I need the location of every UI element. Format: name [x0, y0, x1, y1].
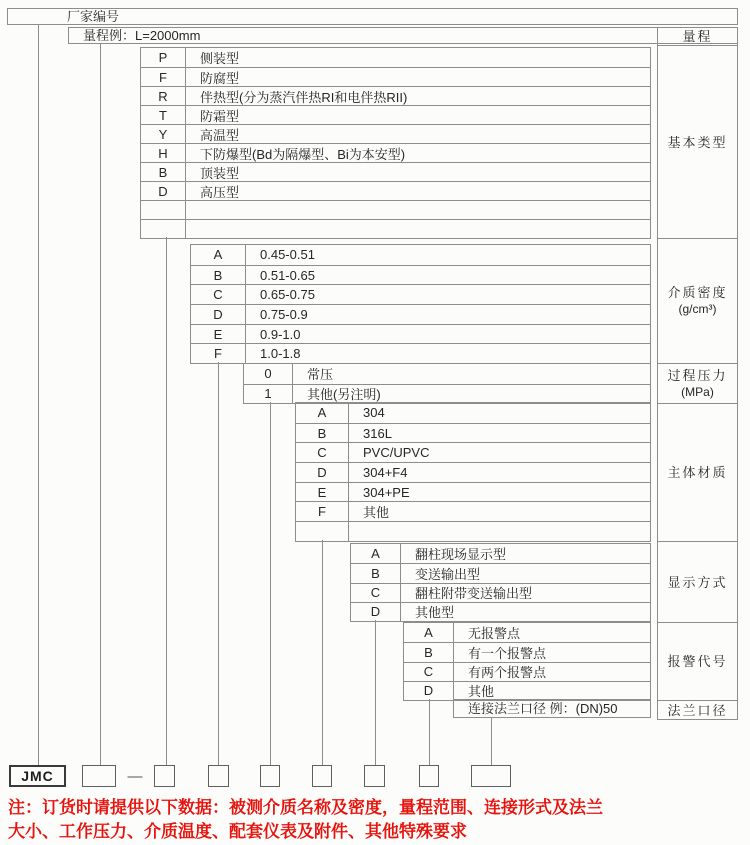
- code-cell: D: [404, 682, 454, 700]
- label-text: 介质密度: [667, 285, 728, 300]
- code-box-display: [364, 765, 385, 787]
- table-row: [404, 681, 650, 700]
- code-cell: B: [191, 266, 246, 285]
- code-cell: A: [296, 403, 349, 423]
- code-cell: [141, 201, 186, 219]
- table-row: [141, 219, 650, 238]
- desc-cell: 伴热型(分为蒸汽伴热RI和电伴热RII): [200, 89, 408, 105]
- table-row: [351, 602, 650, 621]
- table-row: [191, 265, 650, 285]
- table-row: [191, 304, 650, 324]
- table-row: [191, 324, 650, 344]
- connector-line-manufacturer: [38, 25, 39, 765]
- desc-cell: 变送输出型: [415, 566, 481, 582]
- table-row: [141, 67, 650, 86]
- code-cell: 1: [244, 385, 293, 404]
- desc-cell: 316L: [363, 425, 392, 441]
- desc-cell: 0.51-0.65: [260, 267, 315, 283]
- connector-line-display: [375, 620, 376, 765]
- model-prefix-box: [9, 765, 66, 787]
- label-text: 基本类型: [667, 134, 728, 150]
- label-display-mode: [658, 541, 737, 622]
- table-row: [296, 462, 650, 482]
- ordering-note-line1: 注：订货时请提供以下数据：被测介质名称及密度，量程范围、连接形式及法兰: [8, 798, 603, 817]
- material-table: [295, 402, 651, 542]
- desc-cell: 0.45-0.51: [260, 247, 315, 263]
- connector-line-material: [322, 540, 323, 765]
- table-row: [296, 442, 650, 462]
- code-cell: Y: [141, 125, 186, 143]
- code-cell: [296, 522, 349, 541]
- table-row: [296, 482, 650, 502]
- model-prefix-text: JMC: [21, 768, 54, 784]
- connector-line-pressure: [270, 402, 271, 765]
- label-range: [658, 28, 737, 45]
- table-row: [141, 143, 650, 162]
- desc-cell: 翻柱现场显示型: [415, 547, 507, 563]
- code-box-density: [208, 765, 229, 787]
- connector-line-flange: [491, 718, 492, 765]
- label-text: 报警代号: [667, 654, 728, 669]
- table-row: [296, 501, 650, 521]
- label-text: 量程: [682, 29, 713, 44]
- code-cell: D: [296, 463, 349, 482]
- code-cell: D: [351, 603, 401, 621]
- table-row: [191, 284, 650, 304]
- table-row: [351, 583, 650, 602]
- connector-line-range: [100, 44, 101, 765]
- desc-cell: PVC/UPVC: [363, 445, 430, 461]
- desc-cell: 无报警点: [468, 626, 521, 642]
- code-box-alarm: [419, 765, 439, 787]
- label-pressure: [658, 363, 737, 403]
- desc-cell: 304+PE: [363, 484, 410, 500]
- connector-line-density: [218, 362, 219, 765]
- desc-cell: 其他型: [415, 605, 455, 621]
- label-subtext: (MPa): [681, 384, 714, 399]
- label-text: 显示方式: [667, 574, 728, 590]
- desc-cell: 其他: [363, 505, 390, 521]
- flange-size-row: [453, 699, 651, 718]
- desc-cell: 0.75-0.9: [260, 306, 308, 322]
- code-box-pressure: [260, 765, 280, 787]
- ordering-note-line2: 大小、工作压力、介质温度、配套仪表及附件、其他特殊要求: [8, 822, 467, 841]
- code-cell: T: [141, 106, 186, 124]
- code-cell: P: [141, 48, 186, 67]
- code-cell: F: [191, 344, 246, 363]
- desc-cell: 其他(另注明): [307, 387, 381, 403]
- label-basic-type: [658, 45, 737, 238]
- desc-cell: 常压: [307, 367, 334, 383]
- code-cell: F: [296, 502, 349, 521]
- table-row: [141, 181, 650, 200]
- label-subtext: (g/cm³): [678, 302, 717, 316]
- basic-type-table: [140, 47, 651, 239]
- code-cell: E: [191, 325, 246, 344]
- label-density: [658, 238, 737, 363]
- code-cell: E: [296, 483, 349, 502]
- desc-cell: 翻柱附带变送输出型: [415, 586, 533, 602]
- table-row: [404, 662, 650, 681]
- code-cell: B: [296, 424, 349, 443]
- label-text: 主体材质: [667, 465, 728, 480]
- table-row: [141, 86, 650, 105]
- code-cell: C: [296, 443, 349, 462]
- table-row: [296, 423, 650, 443]
- table-row: [141, 162, 650, 181]
- desc-cell: 侧装型: [200, 51, 240, 66]
- model-separator: [118, 765, 152, 787]
- desc-cell: 0.9-1.0: [260, 326, 301, 342]
- desc-cell: 高温型: [200, 127, 240, 143]
- table-row: [141, 200, 650, 219]
- section-label-column: [657, 27, 738, 720]
- table-row: [141, 48, 650, 67]
- code-cell: R: [141, 87, 186, 105]
- code-cell: B: [351, 564, 401, 582]
- manufacturer-number-box: [7, 8, 738, 25]
- label-alarm-code: [658, 622, 737, 700]
- table-row: [191, 343, 650, 363]
- ordering-note: [8, 796, 744, 844]
- code-cell: C: [404, 663, 454, 681]
- desc-cell: 有两个报警点: [468, 665, 547, 681]
- desc-cell: 304+F4: [363, 464, 408, 480]
- code-box-material: [312, 765, 332, 787]
- table-row: [244, 384, 650, 404]
- connector-line-alarm: [429, 699, 430, 765]
- code-cell: C: [351, 584, 401, 602]
- desc-cell: 1.0-1.8: [260, 346, 301, 362]
- table-row: [351, 544, 650, 563]
- code-cell: B: [404, 643, 454, 661]
- label-text: 过程压力: [667, 367, 728, 383]
- desc-cell: 下防爆型(Bd为隔爆型、Bi为本安型): [200, 146, 406, 162]
- desc-cell: 顶装型: [200, 165, 240, 181]
- desc-cell: 防霜型: [200, 108, 240, 124]
- code-box-basic-type: [154, 765, 175, 787]
- code-cell: 0: [244, 364, 293, 384]
- code-cell: H: [141, 144, 186, 162]
- desc-cell: 其他: [468, 684, 495, 700]
- label-text: 法兰口径: [667, 702, 728, 718]
- code-cell: D: [141, 182, 186, 200]
- table-row: [404, 642, 650, 661]
- desc-cell: 有一个报警点: [468, 645, 547, 661]
- code-cell: C: [191, 285, 246, 304]
- code-box-range: [82, 765, 116, 787]
- separator-text: —: [127, 767, 143, 785]
- table-row: [404, 623, 650, 642]
- label-flange-size: [658, 700, 737, 719]
- flange-size-text: 连接法兰口径 例：(DN)50: [468, 701, 618, 716]
- table-row: [141, 124, 650, 143]
- table-row: [244, 364, 650, 384]
- table-row: [191, 245, 650, 265]
- desc-cell: 防腐型: [200, 70, 240, 86]
- table-row: [296, 521, 650, 541]
- connector-line-basic-type: [166, 237, 167, 765]
- code-box-flange: [471, 765, 511, 787]
- display-mode-table: [350, 543, 651, 622]
- code-cell: F: [141, 68, 186, 86]
- desc-cell: 高压型: [200, 184, 240, 200]
- code-cell: A: [191, 245, 246, 265]
- pressure-table: [243, 363, 651, 404]
- table-row: [296, 403, 650, 423]
- density-table: [190, 244, 651, 364]
- code-cell: A: [351, 544, 401, 563]
- code-cell: B: [141, 163, 186, 181]
- manufacturer-number-label: 厂家编号: [67, 9, 120, 24]
- range-example-label: 量程例：L=2000mm: [83, 28, 201, 43]
- desc-cell: 304: [363, 405, 385, 421]
- code-cell: [141, 220, 186, 238]
- desc-cell: 0.65-0.75: [260, 287, 315, 303]
- range-example-box: [68, 27, 738, 44]
- alarm-code-table: [403, 622, 651, 701]
- code-cell: D: [191, 305, 246, 324]
- code-cell: A: [404, 623, 454, 642]
- table-row: [141, 105, 650, 124]
- table-row: [351, 563, 650, 582]
- label-material: [658, 403, 737, 541]
